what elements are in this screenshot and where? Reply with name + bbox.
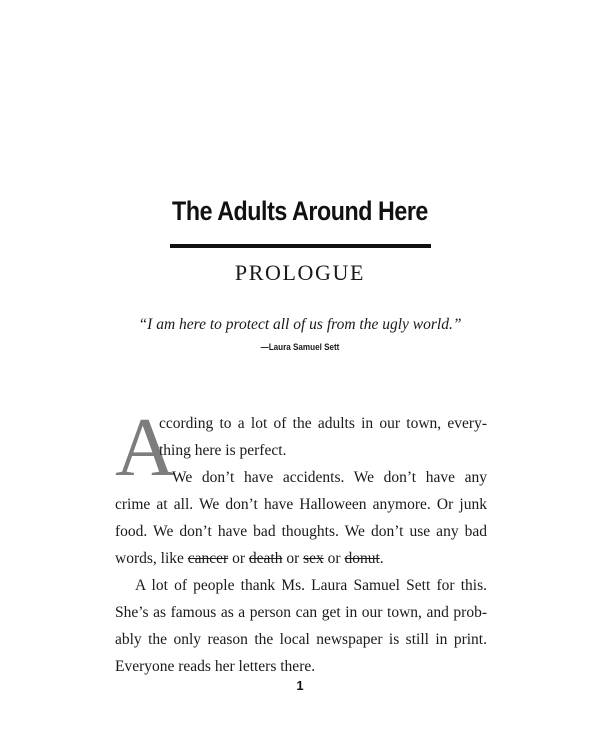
text-fragment: or [228, 550, 249, 567]
struck-word-sex: sex [303, 550, 324, 567]
chapter-title: The Adults Around Here [172, 196, 428, 226]
struck-word-cancer: cancer [187, 550, 229, 567]
drop-cap: A [115, 401, 176, 494]
body-text [115, 401, 487, 680]
text-line: A lot of people thank Ms. Laura Samuel Sett for this. [135, 577, 487, 594]
text-line: food. We don’t have bad thoughts. We don’t use any bad [115, 523, 487, 540]
text-line: crime at all. We don’t have Halloween anymore. Or junk [115, 496, 487, 513]
text-fragment: . [379, 550, 384, 567]
text-line: ccording to a lot of the adults in our town, every- [159, 415, 487, 432]
chapter-subtitle: PROLOGUE [234, 260, 366, 285]
text-line: We don’t have accidents. We don’t have any [172, 469, 487, 486]
text-line: She’s as famous as a person can get in our town, and prob- [115, 604, 487, 621]
epigraph-attribution: —Laura Samuel Sett [260, 342, 340, 352]
text-fragment: or [323, 550, 345, 567]
struck-word-donut: donut [344, 550, 380, 567]
text-line: Everyone reads her letters there. [115, 658, 316, 675]
text-fragment: or [282, 550, 304, 567]
text-line: thing here is perfect. [159, 442, 287, 459]
text-fragment: words, like [115, 550, 188, 567]
text-line: ably the only reason the local newspaper is still in print. [115, 631, 487, 648]
epigraph-quote: “I am here to protect all of us from the ugly world.” [138, 316, 462, 333]
page-number: 1 [296, 678, 304, 693]
text-line-censored-words [115, 545, 487, 572]
title-underline-rule [170, 244, 431, 248]
struck-word-death: death [248, 550, 283, 567]
